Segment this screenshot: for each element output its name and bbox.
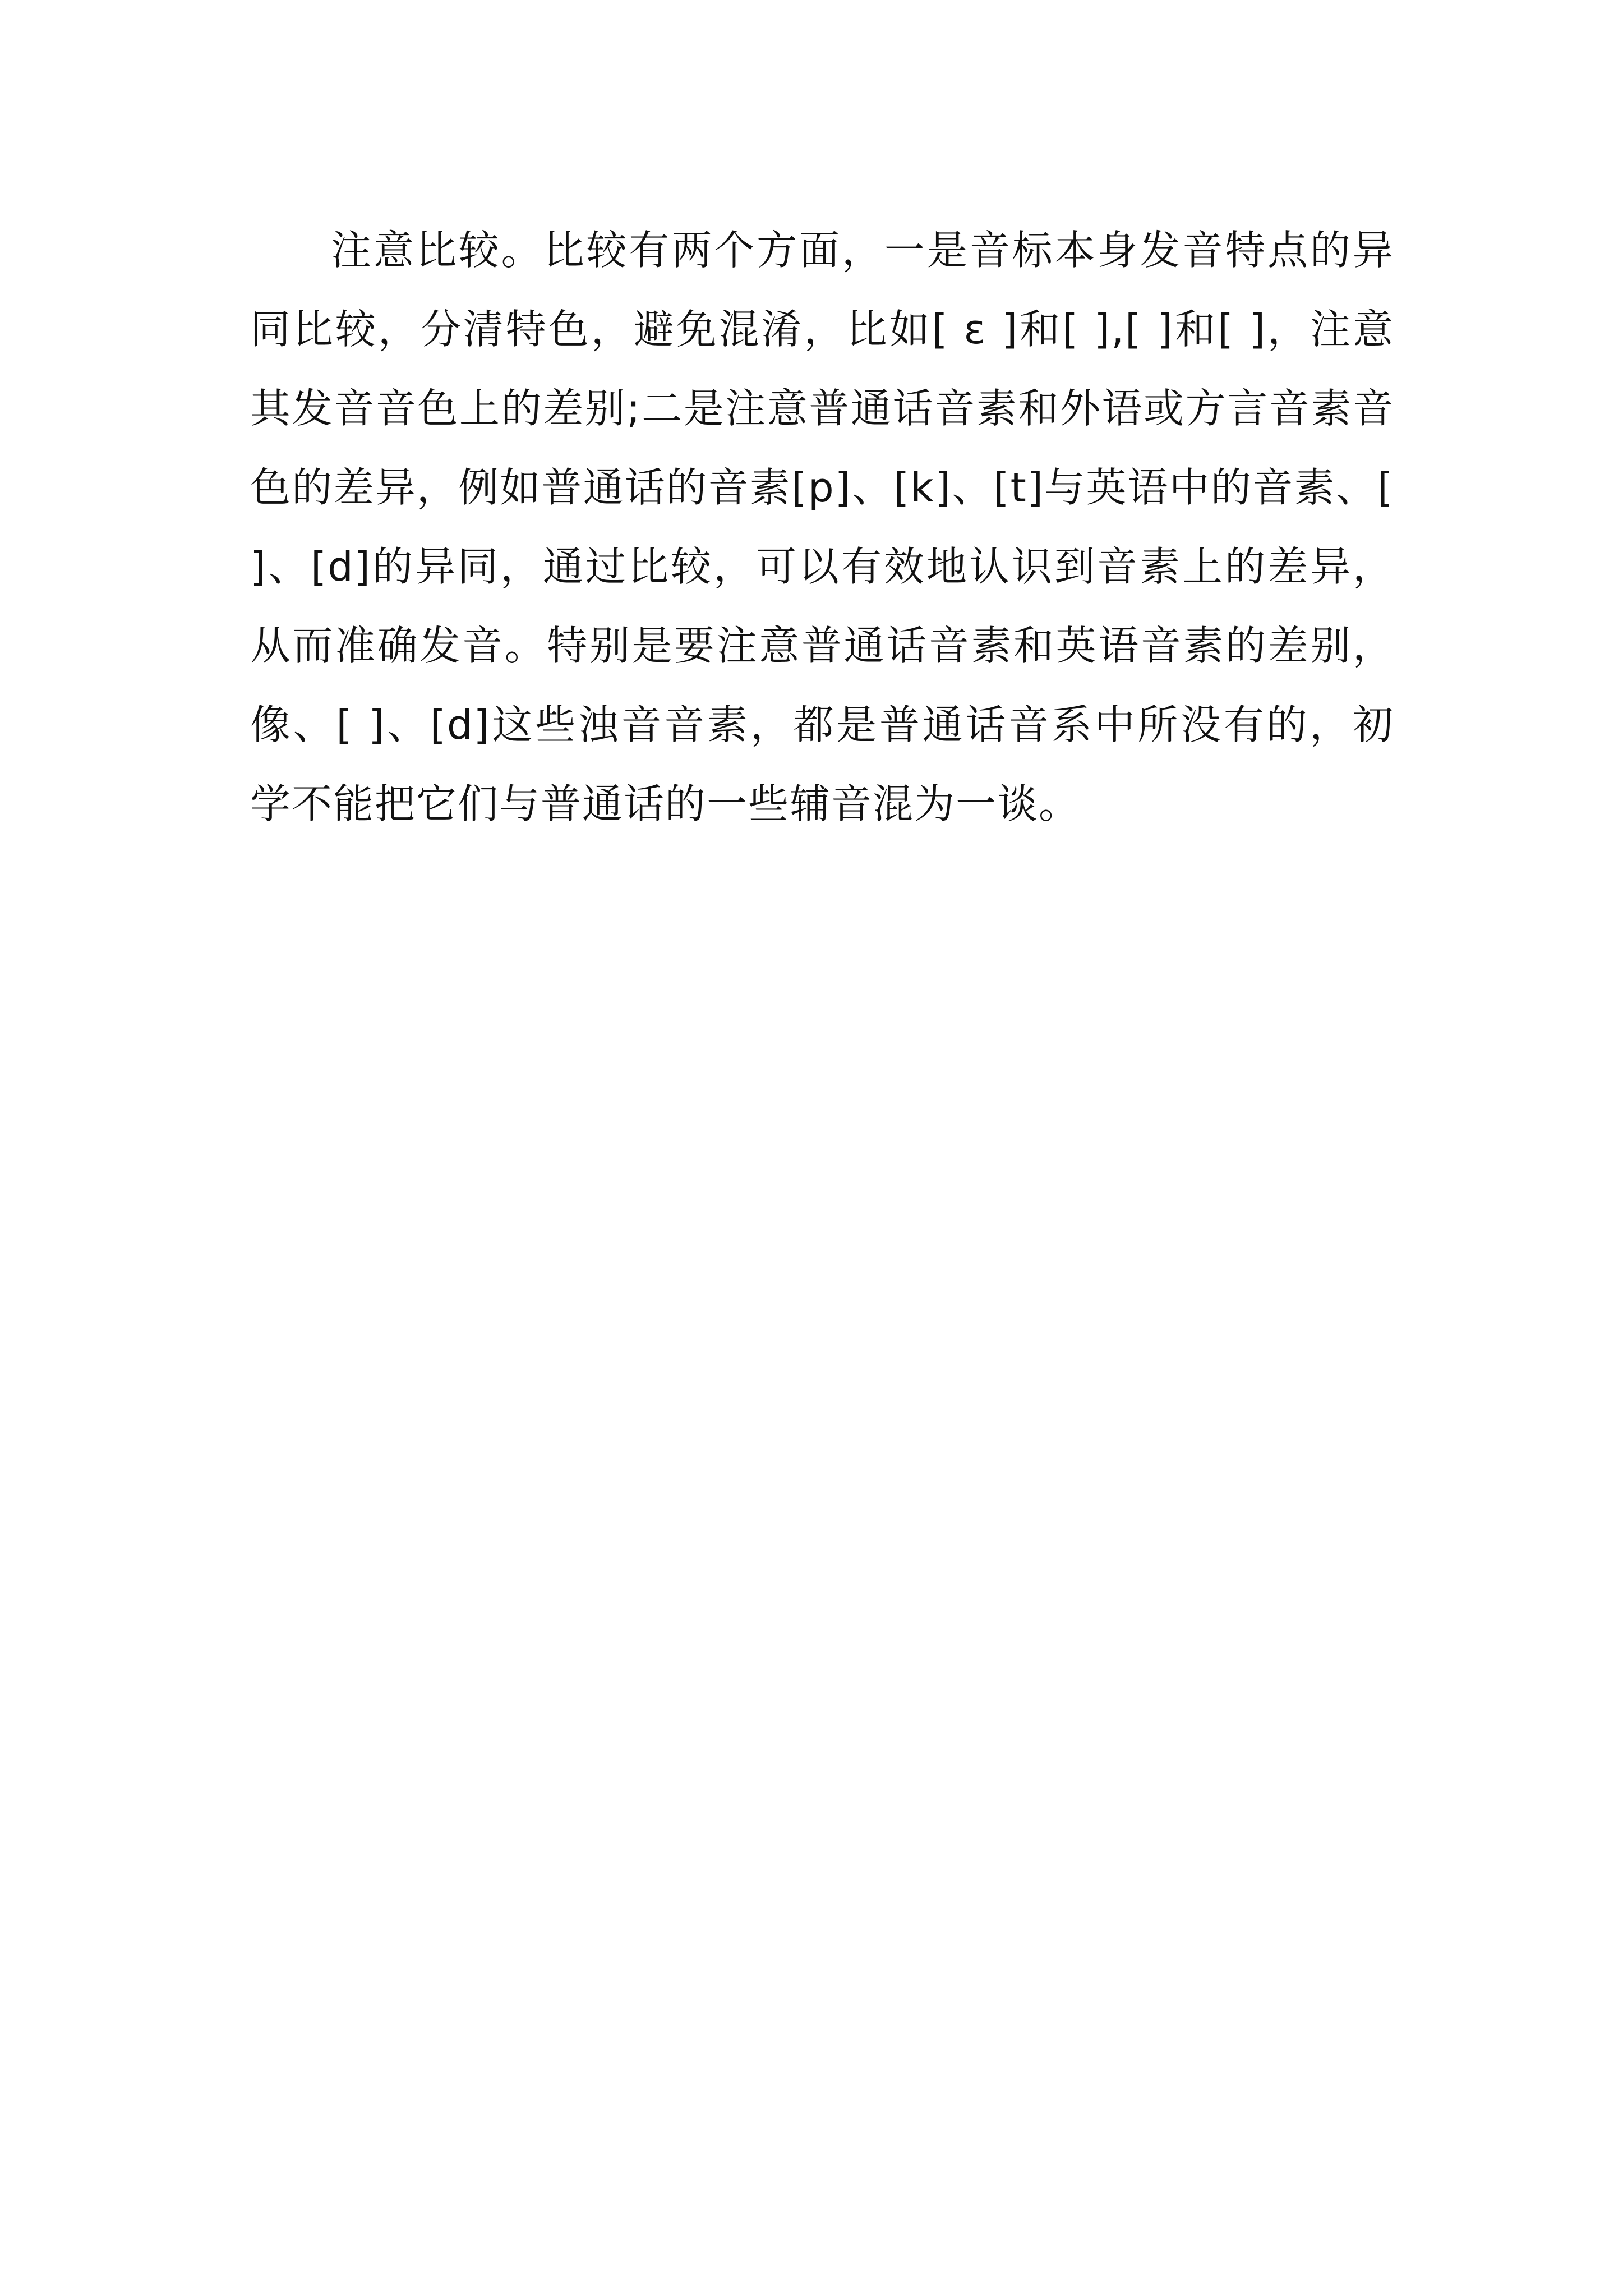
paragraph-phonetic-comparison: 注意比较。比较有两个方面，一是音标本身发音特点的异同比较，分清特色，避免混淆，比如[ ε ]和[ ],[ ]和[ ]，注意其发音音色上的差别;二是注意普通话音素和外语或方言音素音色的差异，例如普通话的音素[p]、[k]、[t]与英语中的音素、[ ]、[d]的异同，通过比较，可以有效地认识到音素上的差异，从而准确发音。特别是要注意普通话音素和英语音素的差别，像、[ ]、[d]这些浊音音素，都是普通话音系中所没有的，初学不能把它们与普通话的一些辅音混为一谈。 (250, 227, 1394, 827)
document-body (250, 211, 1394, 844)
